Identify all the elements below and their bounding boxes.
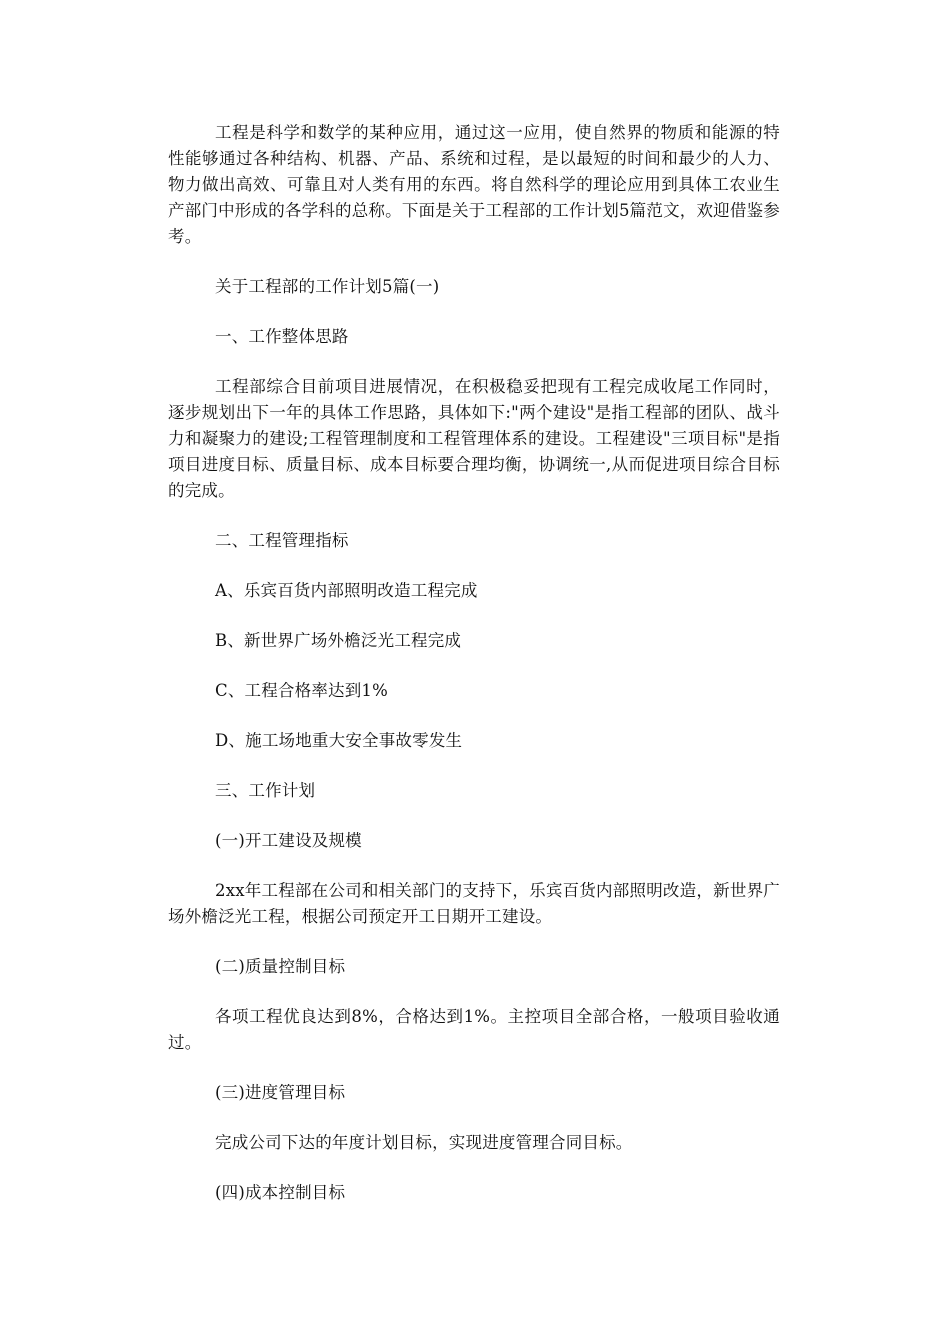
- indicator-item-b: B、新世界广场外檐泛光工程完成: [215, 631, 462, 650]
- subsection-heading-overall-approach: 一、工作整体思路: [215, 327, 349, 346]
- plan-heading-construction-scale: (一)开工建设及规模: [215, 831, 362, 850]
- quality-control-paragraph: 各项工程优良达到8%，合格达到1%。主控项目全部合格，一般项目验收通过。: [168, 1007, 780, 1052]
- indicator-item-a: A、乐宾百货内部照明改造工程完成: [215, 581, 478, 600]
- section-title: 关于工程部的工作计划5篇(一): [215, 277, 440, 296]
- document-body: [168, 120, 780, 1230]
- indicator-item-d: D、施工场地重大安全事故零发生: [215, 731, 463, 750]
- intro-paragraph: 工程是科学和数学的某种应用，通过这一应用，使自然界的物质和能源的特性能够通过各种结构、机器、产品、系统和过程，是以最短的时间和最少的人力、物力做出高效、可靠且对人类有用的东西。将自然科学的理论应用到具体工农业生产部门中形成的各学科的总称。下面是关于工程部的工作计划5篇范文，欢迎借鉴参考。: [168, 123, 780, 246]
- construction-scale-paragraph: 2xx年工程部在公司和相关部门的支持下，乐宾百货内部照明改造，新世界广场外檐泛光工程，根据公司预定开工日期开工建设。: [168, 881, 780, 926]
- progress-management-paragraph: 完成公司下达的年度计划目标，实现进度管理合同目标。: [215, 1133, 633, 1152]
- plan-heading-progress-management: (三)进度管理目标: [215, 1083, 346, 1102]
- subsection-heading-work-plan: 三、工作计划: [215, 781, 316, 800]
- plan-heading-cost-control: (四)成本控制目标: [215, 1183, 346, 1202]
- indicator-item-c: C、工程合格率达到1%: [215, 681, 389, 700]
- plan-heading-quality-control: (二)质量控制目标: [215, 957, 346, 976]
- subsection-heading-management-indicators: 二、工程管理指标: [215, 531, 349, 550]
- overall-approach-paragraph: 工程部综合目前项目进展情况，在积极稳妥把现有工程完成收尾工作同时，逐步规划出下一年的具体工作思路，具体如下:"两个建设"是指工程部的团队、战斗力和凝聚力的建设;工程管理制度和工程管理体系的建设。工程建设"三项目标"是指项目进度目标、质量目标、成本目标要合理均衡，协调统一,从而促进项目综合目标的完成。: [168, 377, 780, 500]
